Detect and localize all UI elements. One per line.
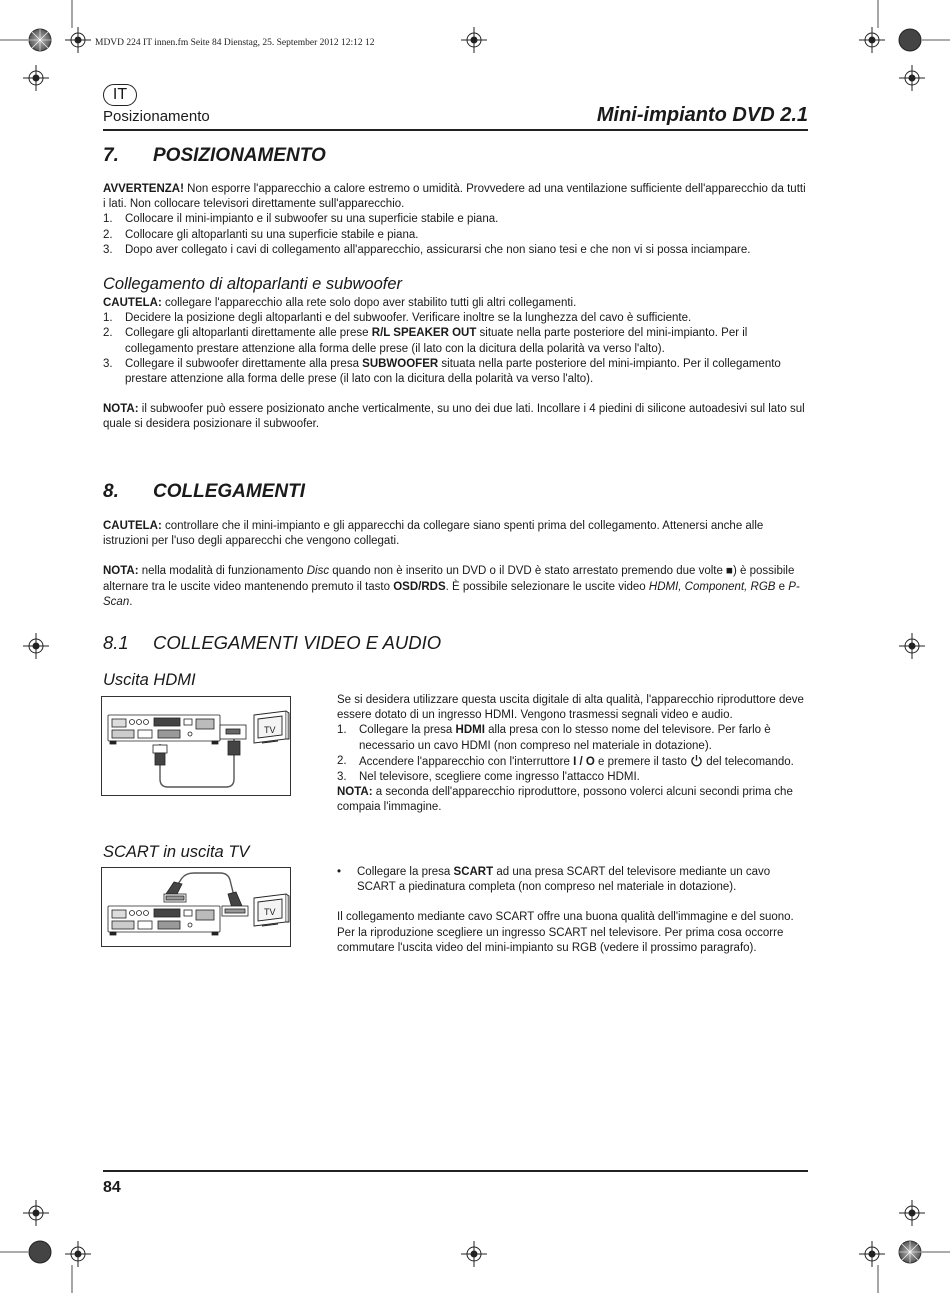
note-label: NOTA:	[103, 403, 139, 416]
list-text: Accendere l'apparecchio con l'interruttore	[359, 755, 574, 768]
list-text-bold: I / O	[573, 755, 595, 768]
scart-connection-figure	[101, 867, 291, 947]
corner-fan-bottom-right	[899, 1241, 921, 1263]
list-item	[103, 311, 808, 326]
hdmi-subheading: Uscita HDMI	[103, 671, 196, 689]
list-item	[337, 770, 808, 785]
list-text: del telecomando.	[703, 755, 794, 768]
list-text-bold: SCART	[453, 866, 494, 878]
section-number: 8.1	[103, 632, 129, 653]
warning-text: Non esporre l'apparecchio a calore estremo o umidità. Provvedere ad una ventilazione sufficiente dell'apparecchio da tutti i lati. Non collocare televisori direttamente sull'apparecchio.	[103, 183, 806, 211]
list-number: 2.	[103, 327, 113, 340]
list-item	[103, 357, 808, 387]
speakers-body	[103, 296, 808, 433]
hdmi-diagram	[102, 697, 290, 795]
list-text: ad una presa SCART del televisore mediante un cavo SCART a piedinatura completa (non compreso nel materiale in dotazione).	[357, 866, 771, 894]
list-number: 1.	[337, 724, 347, 737]
list-text: alla presa con lo stesso nome del televisore. Per farlo è necessario un cavo HDMI (non compreso nel materiale in dotazione).	[359, 724, 771, 752]
list-number: 2.	[103, 228, 113, 241]
list-number: 1.	[103, 312, 113, 325]
header-section-label: Posizionamento	[103, 108, 210, 125]
list-item	[103, 243, 808, 258]
corner-dot-bottom-left	[29, 1241, 51, 1263]
scart-body	[337, 865, 808, 956]
list-item	[337, 723, 808, 753]
power-icon	[690, 754, 703, 767]
tv-label: TV	[264, 725, 276, 735]
list-text: situata nella parte posteriore del mini-impianto. Per il collegamento prestare attenzione alla forma delle prese (il lato con la dicitura della polarità va verso l'alto).	[125, 357, 781, 386]
caution-paragraph	[103, 296, 808, 311]
section-8-1-heading	[103, 632, 441, 654]
note-text-italic: HDMI, Component, RGB	[648, 580, 776, 593]
dvd-unit-rear	[108, 906, 220, 935]
note-text-bold: OSD/RDS	[393, 580, 446, 593]
list-item	[337, 754, 808, 770]
list-text: Collocare il mini-impianto e il subwoofer su una superficie stabile e piana.	[125, 213, 499, 226]
scart-cable	[174, 873, 234, 896]
list-text: situate nella parte posteriore del mini-impianto. Per il collegamento prestare attenzione alla forma delle prese (il lato con la dicitura della polarità va verso l'alto).	[125, 327, 748, 355]
section-title: COLLEGAMENTI VIDEO E AUDIO	[153, 632, 442, 653]
list-number: 2.	[337, 754, 347, 767]
note-paragraph	[103, 402, 808, 432]
corner-fan-top-left	[29, 29, 51, 51]
note-label: NOTA:	[103, 565, 139, 578]
section-number: 7.	[103, 145, 119, 166]
language-badge: IT	[103, 84, 137, 106]
note-paragraph	[337, 785, 808, 815]
list-text: Decidere la posizione degli altoparlanti e del subwoofer. Verificare inoltre se la lunghezza del cavo è sufficiente.	[125, 312, 692, 325]
list-text: Collegare il subwoofer direttamente alla presa	[125, 357, 363, 370]
note-paragraph	[103, 564, 808, 610]
note-text-italic: Disc	[306, 565, 330, 578]
section-8-body	[103, 519, 808, 610]
list-text: Collegare gli altoparlanti direttamente alle prese	[125, 327, 372, 340]
note-text: . È possibile selezionare le uscite video	[445, 580, 649, 593]
section-7-heading	[103, 145, 326, 167]
list-text: Collegare la presa	[359, 724, 456, 737]
dvd-unit-rear	[108, 715, 220, 744]
list-item	[103, 212, 808, 227]
section-title: POSIZIONAMENTO	[153, 145, 326, 166]
list-item	[103, 326, 808, 356]
note-text: .	[129, 595, 133, 608]
scart-subheading: SCART in uscita TV	[103, 843, 250, 861]
caution-label: CAUTELA:	[103, 520, 162, 532]
note-text: a seconda dell'apparecchio riproduttore, possono volerci alcuni secondi prima che compaia l'immagine.	[337, 786, 793, 814]
tv-label: TV	[264, 907, 276, 917]
note-text: e	[775, 580, 789, 593]
note-text: nella modalità di funzionamento	[138, 565, 307, 578]
note-text: il subwoofer può essere posizionato anche verticalmente, su uno dei due lati. Incollare i 4 piedini di silicone autoadesivi sul lato sul quale si desidera posizionare il subwoofer.	[103, 403, 805, 431]
note-label: NOTA:	[337, 786, 373, 799]
bullet-mark: •	[337, 866, 342, 878]
header-product-title: Mini-impianto DVD 2.1	[596, 104, 808, 126]
speakers-subheading: Collegamento di altoparlanti e subwoofer	[103, 275, 403, 293]
scart-paragraph: Il collegamento mediante cavo SCART offre una buona qualità dell'immagine e del suono. Per la riproduzione scegliere un ingresso SCART nel televisore. Per prima cosa occorre commutare l'uscita video del mini-impianto su RGB (vedere il prossimo paragrafo).	[337, 911, 794, 954]
list-text-bold: R/L SPEAKER OUT	[371, 327, 477, 340]
page-number: 84	[103, 1179, 121, 1196]
caution-text: controllare che il mini-impianto e gli apparecchi da collegare siano spenti prima del collegamento. Attenersi anche alle istruzioni per l'uso degli apparecchi che vengono collegati.	[103, 520, 764, 548]
hdmi-connection-figure	[101, 696, 291, 796]
caution-paragraph	[103, 519, 808, 549]
list-number: 3.	[103, 243, 113, 256]
list-number: 3.	[103, 357, 113, 370]
list-text: Nel televisore, scegliere come ingresso l'attacco HDMI.	[359, 771, 640, 784]
note-text-italic: P-Scan	[103, 580, 800, 608]
section-8-heading	[103, 481, 305, 503]
list-text: Collegare la presa	[357, 866, 454, 878]
print-info-line: MDVD 224 IT innen.fm Seite 84 Dienstag, 25. September 2012 12:12 12	[95, 38, 375, 48]
scart-diagram	[102, 868, 290, 946]
list-text-bold: SUBWOOFER	[362, 357, 439, 370]
corner-dot-top-right	[899, 29, 921, 51]
list-number: 3.	[337, 771, 347, 784]
section-number: 8.	[103, 481, 119, 502]
bullet-item	[337, 865, 808, 895]
header-rule	[103, 129, 808, 131]
list-text: Collocare gli altoparlanti su una superficie stabile e piana.	[125, 228, 419, 241]
caution-text: collegare l'apparecchio alla rete solo dopo aver stabilito tutti gli altri collegamenti.	[161, 297, 577, 309]
list-text: e premere il tasto	[594, 755, 691, 768]
caution-label: CAUTELA:	[103, 297, 162, 309]
hdmi-intro: Se si desidera utilizzare questa uscita digitale di alta qualità, l'apparecchio riproduttore deve essere dotato di un ingresso HDMI. Vengono trasmessi segnali video e audio.	[337, 694, 804, 722]
section-7-body	[103, 182, 808, 258]
note-text: quando non è inserito un DVD o il DVD è stato arrestato premendo due volte ■) è possibile alternare tra le uscite video mantenendo premuto il tasto	[103, 565, 795, 593]
hdmi-body	[337, 693, 808, 816]
footer-rule	[103, 1170, 808, 1172]
warning-label: AVVERTENZA!	[103, 183, 184, 195]
section-title: COLLEGAMENTI	[153, 481, 305, 502]
list-number: 1.	[103, 213, 113, 226]
list-item	[103, 228, 808, 243]
list-text-bold: HDMI	[455, 724, 485, 737]
list-text: Dopo aver collegato i cavi di collegamento all'apparecchio, assicurarsi che non siano tesi e che non vi si possa inciampare.	[125, 243, 751, 256]
warning-paragraph	[103, 182, 808, 212]
